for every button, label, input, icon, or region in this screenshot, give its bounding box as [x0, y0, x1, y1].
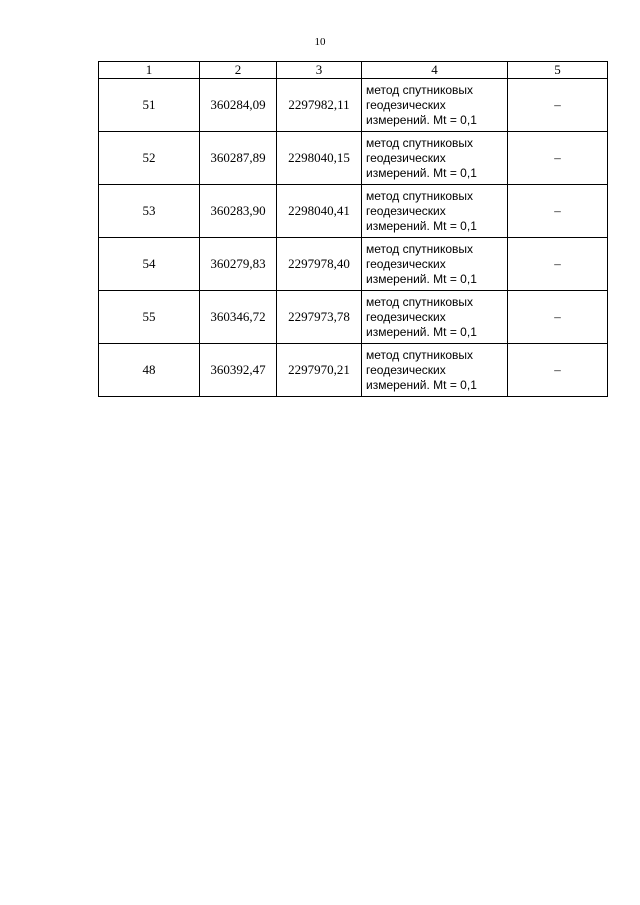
method-line: геодезических — [366, 203, 446, 218]
method-line: измерений. Mt = 0,1 — [366, 165, 477, 180]
method-line: геодезических — [366, 150, 446, 165]
method-line: геодезических — [366, 309, 446, 324]
method-cell — [362, 238, 508, 291]
page-number: 10 — [314, 36, 326, 48]
table-row — [99, 291, 608, 344]
y-coordinate-cell: 2297973,78 — [277, 291, 362, 344]
method-line: метод спутниковых — [366, 135, 474, 150]
y-coordinate-cell: 2298040,41 — [277, 185, 362, 238]
method-line: измерений. Mt = 0,1 — [366, 377, 477, 392]
x-coordinate-cell: 360392,47 — [200, 344, 277, 397]
method-cell — [362, 344, 508, 397]
x-coordinate-cell: 360279,83 — [200, 238, 277, 291]
method-line: метод спутниковых — [366, 82, 474, 97]
table-row — [99, 238, 608, 291]
y-coordinate-cell: 2297982,11 — [277, 79, 362, 132]
table-row — [99, 344, 608, 397]
column-5-cell: – — [508, 185, 608, 238]
table-row — [99, 132, 608, 185]
method-line: метод спутниковых — [366, 188, 474, 203]
method-line: измерений. Mt = 0,1 — [366, 271, 477, 286]
column-5-cell: – — [508, 291, 608, 344]
column-5-cell: – — [508, 238, 608, 291]
method-line: метод спутниковых — [366, 347, 474, 362]
table-row — [99, 79, 608, 132]
method-cell — [362, 185, 508, 238]
column-header-5: 5 — [508, 62, 608, 79]
method-line: геодезических — [366, 256, 446, 271]
method-line: измерений. Mt = 0,1 — [366, 218, 477, 233]
column-header-2: 2 — [200, 62, 277, 79]
point-number-cell: 54 — [99, 238, 200, 291]
point-number-cell: 55 — [99, 291, 200, 344]
column-header-3: 3 — [277, 62, 362, 79]
column-5-cell: – — [508, 79, 608, 132]
column-5-cell: – — [508, 132, 608, 185]
table-row — [99, 185, 608, 238]
x-coordinate-cell: 360284,09 — [200, 79, 277, 132]
table-header-row — [99, 62, 608, 79]
method-line: измерений. Mt = 0,1 — [366, 112, 477, 127]
x-coordinate-cell: 360283,90 — [200, 185, 277, 238]
point-number-cell: 48 — [99, 344, 200, 397]
column-header-1: 1 — [99, 62, 200, 79]
method-line: геодезических — [366, 362, 446, 377]
method-cell — [362, 291, 508, 344]
x-coordinate-cell: 360287,89 — [200, 132, 277, 185]
method-line: метод спутниковых — [366, 294, 474, 309]
column-header-4: 4 — [362, 62, 508, 79]
method-line: измерений. Mt = 0,1 — [366, 324, 477, 339]
method-cell — [362, 79, 508, 132]
y-coordinate-cell: 2297978,40 — [277, 238, 362, 291]
y-coordinate-cell: 2298040,15 — [277, 132, 362, 185]
x-coordinate-cell: 360346,72 — [200, 291, 277, 344]
y-coordinate-cell: 2297970,21 — [277, 344, 362, 397]
coordinates-table — [98, 61, 608, 397]
point-number-cell: 52 — [99, 132, 200, 185]
point-number-cell: 53 — [99, 185, 200, 238]
method-cell — [362, 132, 508, 185]
method-line: метод спутниковых — [366, 241, 474, 256]
method-line: геодезических — [366, 97, 446, 112]
column-5-cell: – — [508, 344, 608, 397]
point-number-cell: 51 — [99, 79, 200, 132]
